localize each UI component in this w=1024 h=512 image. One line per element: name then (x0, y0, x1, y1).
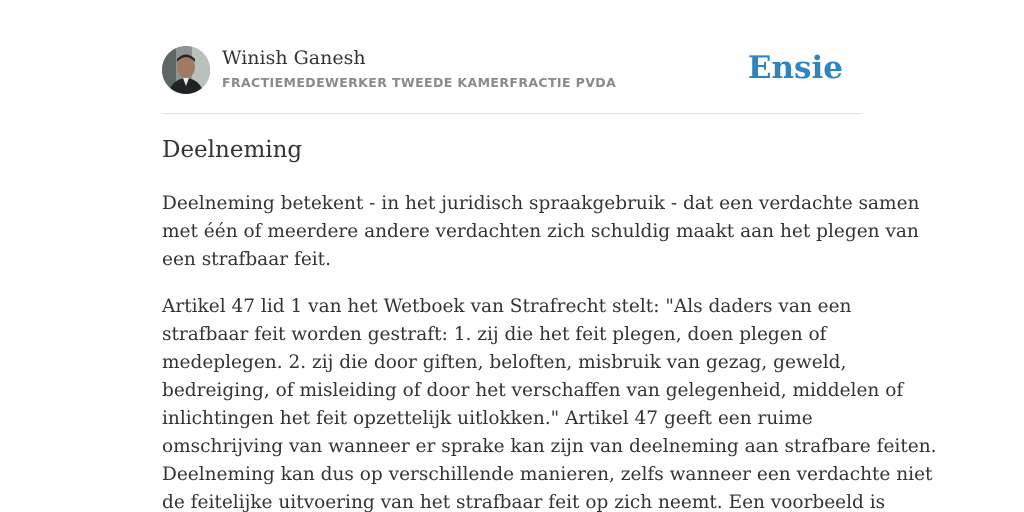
ensie-logo[interactable]: Ensie (747, 50, 843, 86)
author-avatar[interactable] (162, 46, 210, 94)
text-line: Artikel 47 lid 1 van het Wetboek van Strafrecht stelt: "Als daders van een (162, 296, 852, 317)
text-line: bedreiging, of misleiding of door het verschaffen van gelegenheid, middelen of (162, 380, 904, 401)
paragraph (162, 190, 920, 274)
text-line: Deelneming kan dus op verschillende manieren, zelfs wanneer een verdachte niet (162, 464, 933, 485)
text-line: medeplegen. 2. zij die door giften, beloften, misbruik van gezag, geweld, (162, 352, 847, 373)
author-header (162, 46, 862, 96)
text-line: omschrijving van wanneer er sprake kan zijn van deelneming aan strafbare feiten. (162, 436, 937, 457)
text-line: met één of meerdere andere verdachten zich schuldig maakt aan het plegen van (162, 221, 919, 242)
author-name[interactable]: Winish Ganesh (222, 47, 366, 69)
text-line: inlichtingen het feit opzettelijk uitlokken." Artikel 47 geeft een ruime (162, 408, 813, 429)
article-title: Deelneming (162, 137, 303, 163)
text-line: strafbaar feit worden gestraft: 1. zij die het feit plegen, doen plegen of (162, 324, 827, 345)
author-role: FRACTIEMEDEWERKER TWEEDE KAMERFRACTIE PVDA (222, 75, 617, 90)
text-line: Deelneming betekent - in het juridisch spraakgebruik - dat een verdachte samen (162, 193, 920, 214)
avatar-image (162, 46, 210, 94)
text-line: de feitelijke uitvoering van het strafbaar feit op zich neemt. Een voorbeeld is (162, 492, 886, 512)
paragraph (162, 293, 937, 512)
header-divider (162, 113, 862, 114)
text-line: een strafbaar feit. (162, 249, 331, 270)
article-body (162, 190, 937, 512)
